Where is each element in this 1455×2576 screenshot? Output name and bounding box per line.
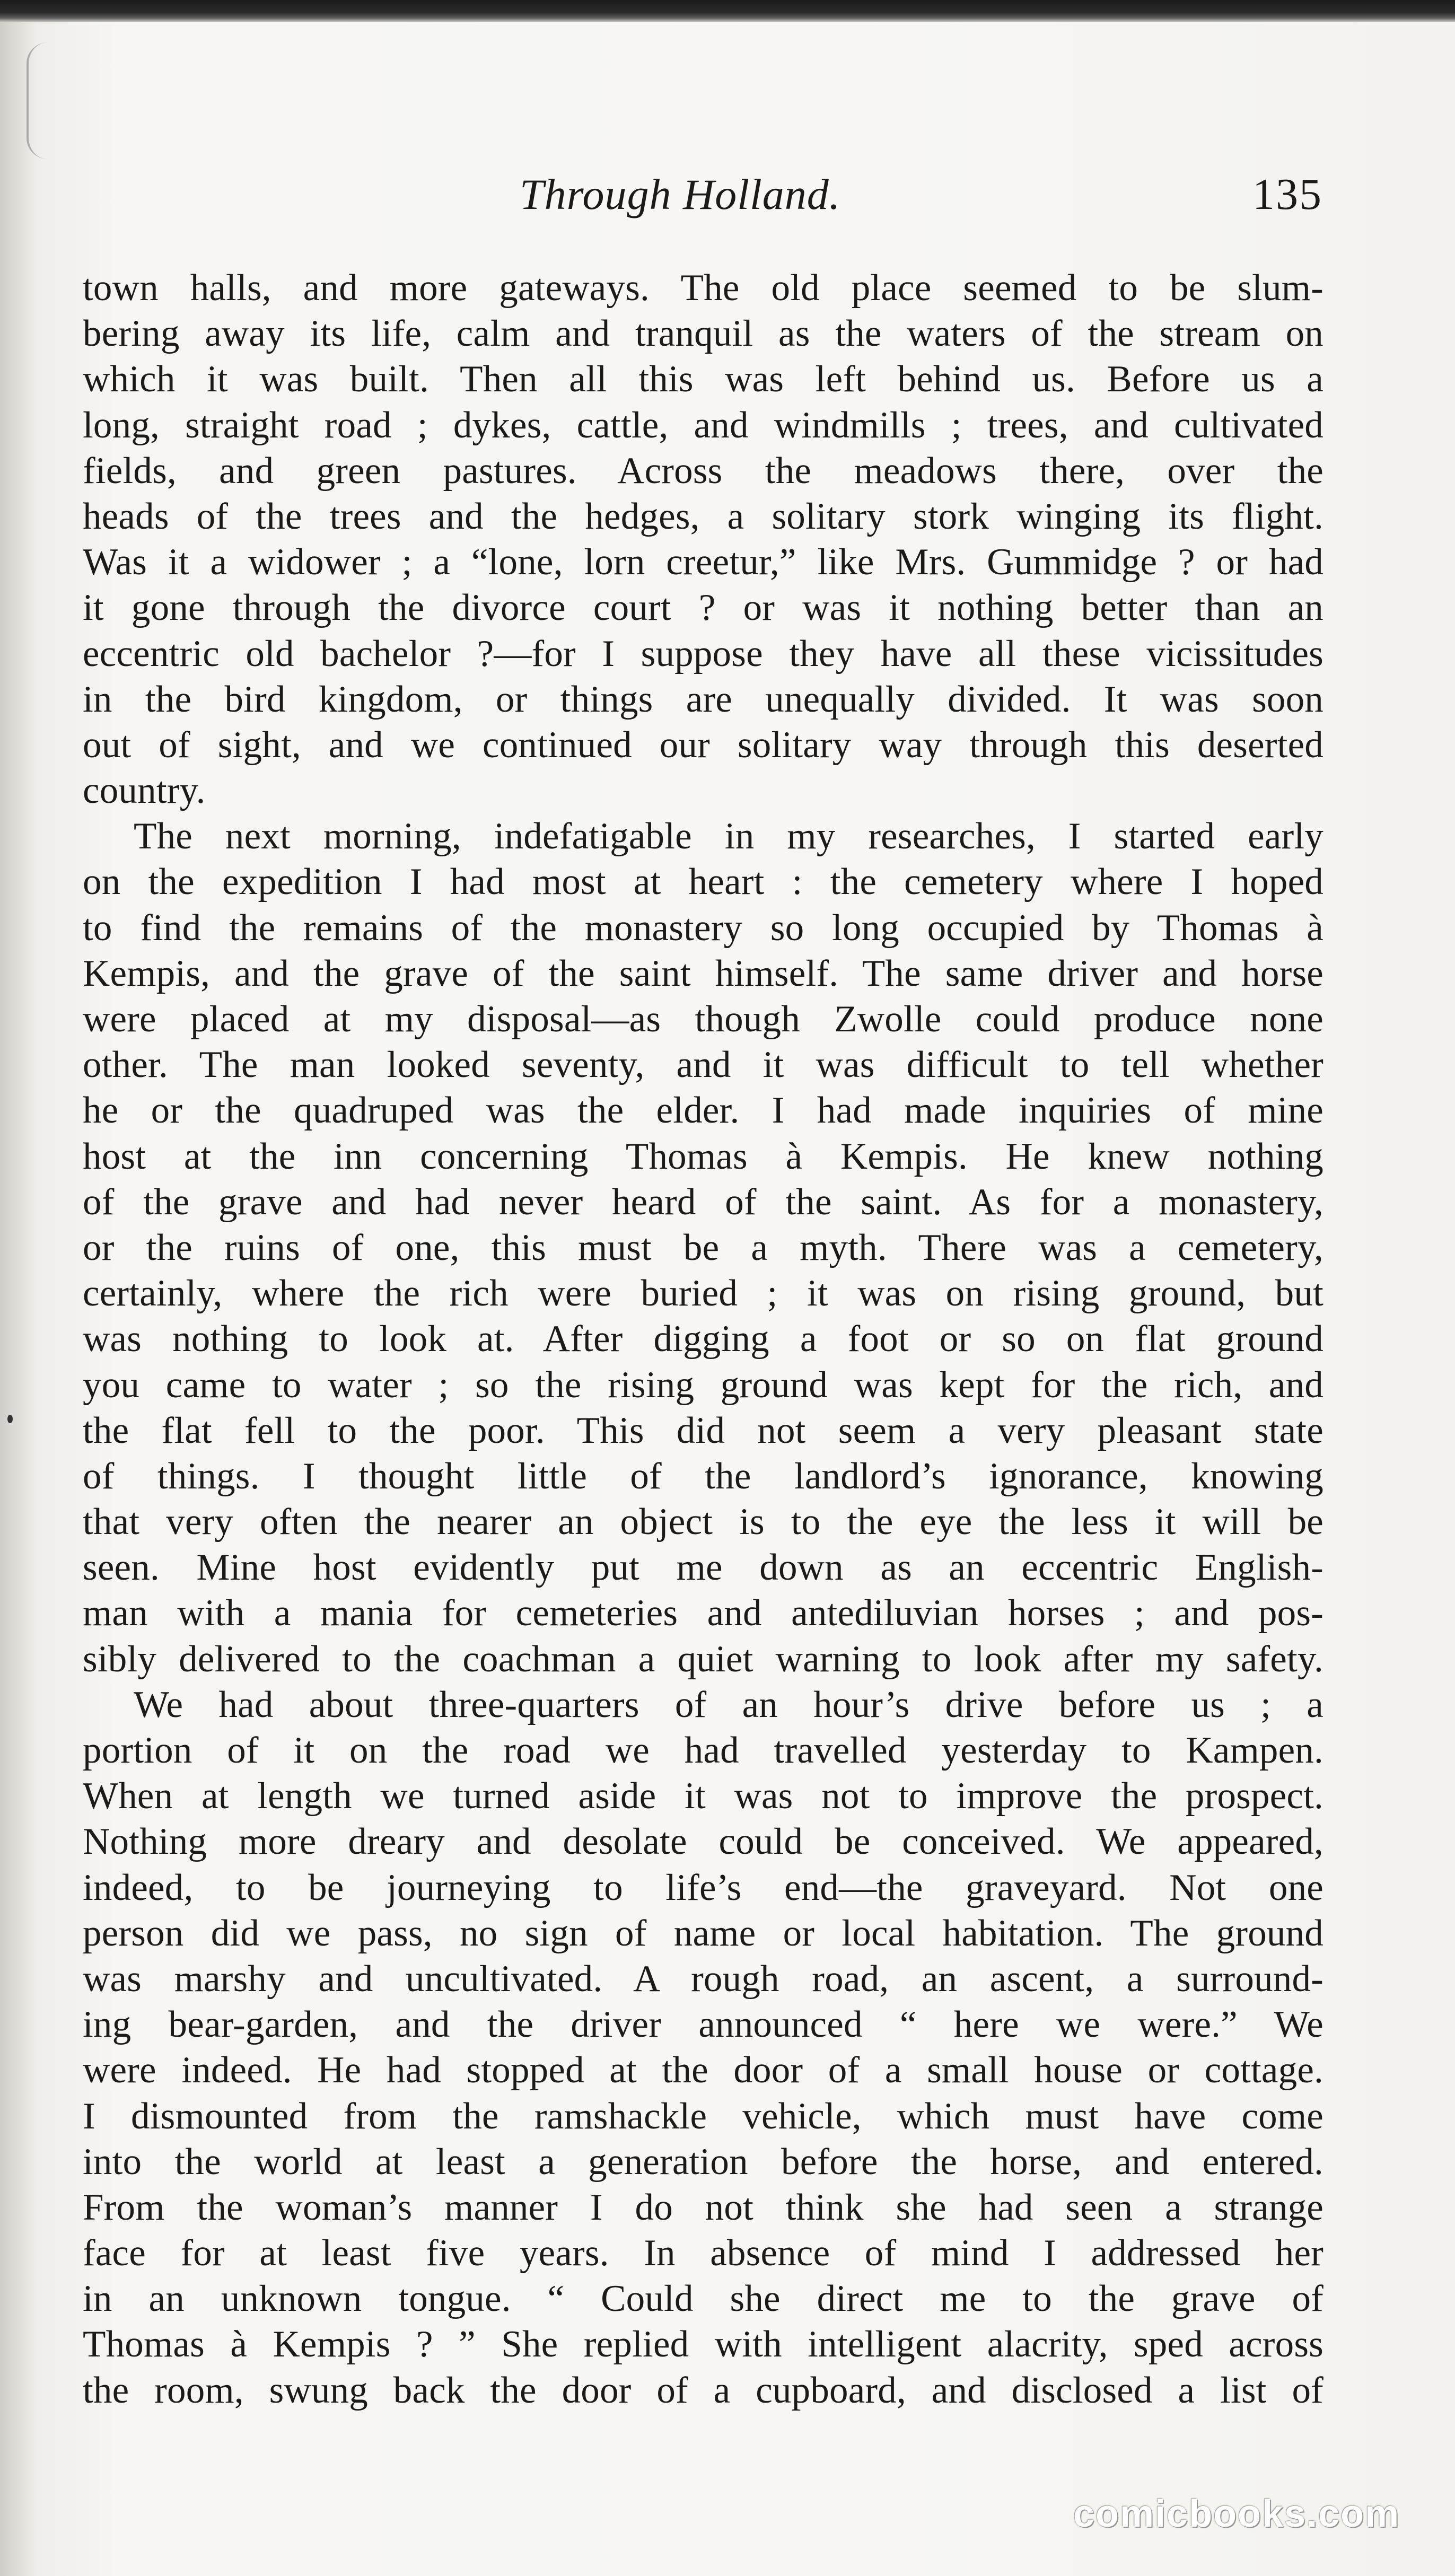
- text-line: indeed, to be journeying to life’s end—the graveyard. Not one: [83, 1867, 1323, 1908]
- text-line: face for at least five years. In absence of mind I addressed her: [83, 2232, 1323, 2274]
- text-line: other. The man looked seventy, and it was difficult to tell whether: [83, 1044, 1323, 1086]
- text-line: of the grave and had never heard of the saint. As for a monastery,: [83, 1181, 1323, 1223]
- text-line: portion of it on the road we had travelled yesterday to Kampen.: [83, 1730, 1323, 1771]
- text-line: which it was built. Then all this was left behind us. Before us a: [83, 358, 1323, 400]
- margin-speck: [7, 1415, 13, 1423]
- text-line: eccentric old bachelor ?—for I suppose they have all these vicissitudes: [83, 633, 1323, 674]
- text-line: that very often the nearer an object is to the eye the less it will be: [83, 1501, 1323, 1543]
- text-line: Was it a widower ; a “lone, lorn creetur,” like Mrs. Gummidge ? or had: [83, 541, 1323, 583]
- page-number: 135: [1252, 170, 1322, 219]
- text-line: heads of the trees and the hedges, a solitary stork winging its flight.: [83, 495, 1323, 537]
- text-line: were indeed. He had stopped at the door of a small house or cottage.: [83, 2049, 1323, 2091]
- text-line: was marshy and uncultivated. A rough road, an ascent, a surround-: [83, 1958, 1323, 2000]
- text-line: man with a mania for cemeteries and antediluvian horses ; and pos-: [83, 1592, 1323, 1634]
- text-line: it gone through the divorce court ? or was it nothing better than an: [83, 587, 1323, 629]
- text-line: in an unknown tongue. “ Could she direct me to the grave of: [83, 2278, 1323, 2320]
- text-line: to find the remains of the monastery so long occupied by Thomas à: [83, 907, 1323, 949]
- text-line: bering away its life, calm and tranquil as the waters of the stream on: [83, 313, 1323, 355]
- text-line: The next morning, indefatigable in my researches, I started early: [134, 816, 1323, 857]
- text-line: the flat fell to the poor. This did not seem a very pleasant state: [83, 1409, 1323, 1451]
- scan-top-edge: [0, 0, 1455, 22]
- text-line: When at length we turned aside it was not to improve the prospect.: [83, 1775, 1323, 1817]
- text-line: on the expedition I had most at heart : the cemetery where I hoped: [83, 861, 1323, 903]
- text-line: We had about three-quarters of an hour’s drive before us ; a: [134, 1684, 1323, 1725]
- text-line: ing bear-garden, and the driver announced “ here we were.” We: [83, 2004, 1323, 2046]
- watermark: comicbooks.com: [1073, 2493, 1400, 2535]
- text-line: into the world at least a generation before the horse, and entered.: [83, 2141, 1323, 2183]
- text-line: he or the quadruped was the elder. I had made inquiries of mine: [83, 1090, 1323, 1132]
- text-line: were placed at my disposal—as though Zwolle could produce none: [83, 998, 1323, 1040]
- margin-pencil-mark: [27, 42, 50, 159]
- text-line: town halls, and more gateways. The old place seemed to be slum-: [83, 267, 1323, 309]
- text-line: host at the inn concerning Thomas à Kempis. He knew nothing: [83, 1135, 1323, 1177]
- text-line: the room, swung back the door of a cupboard, and disclosed a list of: [83, 2369, 1323, 2411]
- text-line: was nothing to look at. After digging a foot or so on flat ground: [83, 1318, 1323, 1360]
- running-head: Through Holland.: [520, 170, 841, 218]
- text-line: Kempis, and the grave of the saint himself. The same driver and horse: [83, 952, 1323, 994]
- text-line: of things. I thought little of the landlord’s ignorance, knowing: [83, 1455, 1323, 1497]
- body-text: [83, 265, 1323, 2413]
- text-line: or the ruins of one, this must be a myth. There was a cemetery,: [83, 1226, 1323, 1268]
- text-line: in the bird kingdom, or things are unequally divided. It was soon: [83, 678, 1323, 720]
- text-line: seen. Mine host evidently put me down as an eccentric English-: [83, 1547, 1323, 1589]
- text-line: fields, and green pastures. Across the meadows there, over the: [83, 450, 1323, 492]
- text-line: person did we pass, no sign of name or local habitation. The ground: [83, 1912, 1323, 1954]
- text-line: out of sight, and we continued our solitary way through this deserted: [83, 724, 1323, 766]
- text-line: sibly delivered to the coachman a quiet warning to look after my safety.: [83, 1638, 1323, 1680]
- text-line: I dismounted from the ramshackle vehicle, which must have come: [83, 2095, 1323, 2137]
- text-line: Thomas à Kempis ? ” She replied with intelligent alacrity, sped across: [83, 2324, 1323, 2365]
- gutter-shadow: [0, 22, 37, 2576]
- text-line: country.: [83, 770, 206, 812]
- text-line: certainly, where the rich were buried ; it was on rising ground, but: [83, 1273, 1323, 1315]
- text-line: long, straight road ; dykes, cattle, and windmills ; trees, and cultivated: [83, 404, 1323, 446]
- text-line: Nothing more dreary and desolate could be conceived. We appeared,: [83, 1821, 1323, 1863]
- text-line: you came to water ; so the rising ground was kept for the rich, and: [83, 1364, 1323, 1406]
- text-line: From the woman’s manner I do not think she had seen a strange: [83, 2186, 1323, 2228]
